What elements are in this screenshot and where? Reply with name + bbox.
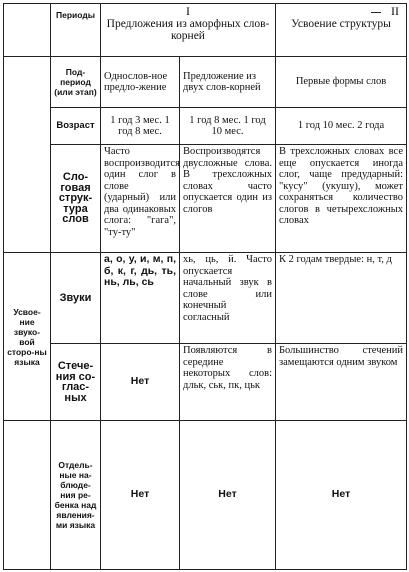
observations-cell-2: Нет bbox=[180, 421, 276, 570]
sounds-cell-1: а, о, у, и, м, п, б, к, г, дь, ть, нь, ль, сь bbox=[101, 253, 180, 344]
subperiod-row bbox=[4, 57, 407, 108]
observations-row bbox=[4, 421, 407, 570]
table-header-row bbox=[4, 4, 407, 57]
period-2-numeral: II bbox=[391, 4, 399, 18]
subperiod-label: Под-период (или этап) bbox=[51, 57, 101, 108]
sounds-cell-2: хь, ць, й. Часто опускается начальный звук в слове или конечный согласный bbox=[180, 253, 276, 344]
clusters-cell-2: Появляются в середине некоторых слов: дльк, ськ, пк, цьк bbox=[180, 344, 276, 421]
observations-cell-1: Нет bbox=[101, 421, 180, 570]
age-cell-3: 1 год 10 мес. 2 года bbox=[276, 108, 407, 145]
sounds-cell-3: К 2 годам твердые: н, т, д bbox=[276, 253, 407, 344]
period-1-numeral: I bbox=[186, 4, 190, 18]
observations-label: Отдель-ные на-блюде-ния ре-бенка над явления-ми языка bbox=[51, 421, 101, 570]
sounds-row bbox=[4, 253, 407, 344]
period-1-header bbox=[101, 4, 276, 57]
corner-cell bbox=[4, 4, 51, 57]
age-label: Возраст bbox=[51, 108, 101, 145]
clusters-cell-1: Нет bbox=[101, 344, 180, 421]
observations-cell-3: Нет bbox=[276, 421, 407, 570]
age-row bbox=[4, 108, 407, 145]
section-blank-mid bbox=[4, 108, 51, 145]
age-cell-2: 1 год 8 мес. 1 год 10 мес. bbox=[180, 108, 276, 145]
sound-side-section-label: Усвое-ние звуко-вой сторо-ны языка bbox=[4, 253, 51, 421]
period-1-title: Предложения из аморфных слов-корней bbox=[106, 17, 270, 42]
clusters-label: Стече-ния со-глас-ных bbox=[51, 344, 101, 421]
period-2-numeral-line bbox=[279, 5, 403, 18]
subperiod-cell-2: Предложение из двух слов-корней bbox=[180, 57, 276, 108]
syllable-label: Сло-говая струк-тура слов bbox=[51, 145, 101, 253]
period-2-title: Усвоение структуры bbox=[291, 17, 391, 30]
dash-mark bbox=[371, 12, 381, 13]
subperiod-cell-3: Первые формы слов bbox=[276, 57, 407, 108]
sounds-label: Звуки bbox=[51, 253, 101, 344]
syllable-cell-3: В трехсложных словах все еще опускается иногда слог, чаще предударный: "кусу" (укушу), может сохраняться количество слогов в четырехсложных словах bbox=[276, 145, 407, 253]
clusters-row bbox=[4, 344, 407, 421]
syllable-row bbox=[4, 145, 407, 253]
periods-header: Периоды bbox=[51, 4, 101, 57]
subperiod-cell-1: Однослов-ное предло-жение bbox=[101, 57, 180, 108]
syllable-cell-2: Воспроизводятся двусложные слова. В трехсложных словах часто опускается один из слогов bbox=[180, 145, 276, 253]
speech-development-table bbox=[3, 3, 407, 570]
age-cell-1: 1 год 3 мес. 1 год 8 мес. bbox=[101, 108, 180, 145]
section-blank-top bbox=[4, 57, 51, 108]
section-blank-bottom bbox=[4, 145, 51, 253]
section-blank-last bbox=[4, 421, 51, 570]
period-2-header bbox=[276, 4, 407, 57]
syllable-cell-1: Часто воспроизводится один слог в слове (ударный) или два одинаковых слога: "гага", "ту-ту" bbox=[101, 145, 180, 253]
clusters-cell-3: Большинство стечений замещаются одним звуком bbox=[276, 344, 407, 421]
